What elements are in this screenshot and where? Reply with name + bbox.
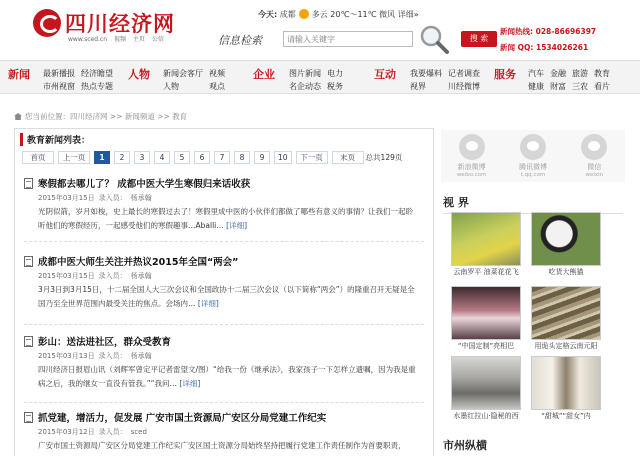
photo-caption[interactable]: “中国定制”亮相巴: [457, 342, 515, 350]
nav-link-auto[interactable]: 汽车: [528, 69, 544, 78]
breadcrumb-text[interactable]: 您当前位置：四川经济网 >> 新闻频道 >> 教育: [25, 112, 188, 121]
nav-link-opinion[interactable]: 观点: [209, 82, 225, 91]
page-next[interactable]: 下一页: [296, 151, 328, 164]
page-number[interactable]: 9: [254, 151, 270, 164]
nav-link-economy[interactable]: 经济瞻望: [81, 69, 113, 78]
article-author: 杨承翰: [130, 272, 152, 280]
nav-link-parlour[interactable]: 新闻会客厅: [163, 69, 203, 78]
detail-link[interactable]: [详细]: [179, 379, 201, 388]
logo-url[interactable]: www.sced.cn: [68, 36, 108, 43]
article-title[interactable]: 寒假都去哪儿了？ 成都中医大学生寒假归来话收获: [38, 179, 251, 190]
wechat-icon: [581, 134, 607, 160]
author-label: 录入员：: [98, 194, 127, 202]
social-url: weixin: [585, 172, 604, 178]
weather-wind: 微风: [379, 10, 396, 19]
article-title[interactable]: 抓党建，增活力，促发展 广安市国土资源局广安区分局党建工作纪实: [38, 413, 327, 424]
social-label: 新浪微博: [457, 163, 486, 171]
site-logo[interactable]: 四川经济网: [65, 11, 175, 36]
social-label: 微信: [587, 163, 602, 171]
weather-today-label: 今天:: [258, 10, 278, 19]
social-label: 腾讯微博: [518, 163, 547, 171]
social-tencent[interactable]: [508, 134, 558, 182]
page-number[interactable]: 1: [94, 151, 110, 164]
author-label: 录入员：: [98, 272, 127, 280]
photo-thumb[interactable]: [451, 356, 521, 421]
summary-text: 四川经济日报眉山讯（刘辉军曾定平记者雷望文/图）“给我一份《继承法》，我家孩子一下怎样立遗嘱，因为我是重病之后，我的继女一直没有管我。”“我问…: [38, 365, 416, 388]
weibo-icon: [459, 134, 485, 160]
page-number[interactable]: 10: [274, 151, 292, 164]
article-title[interactable]: 成都中医大师生关注并热议2015年全国“两会”: [38, 257, 239, 268]
nav-link-investigate[interactable]: 记者调查: [448, 69, 480, 78]
article-author: 杨承翰: [130, 352, 152, 360]
nav-head-people[interactable]: 人物: [128, 68, 150, 81]
nav-link-power[interactable]: 电力: [327, 69, 343, 78]
nav-link-city-window[interactable]: 市州视窗: [43, 82, 75, 91]
author-label: 录入员：: [98, 428, 127, 436]
divider: [24, 402, 424, 403]
summary-text: 广安市国土资源局广安区分局党建工作纪实广安区国土资源分局始终坚持把履行党建工作责任制作为首要职责，: [38, 441, 406, 450]
nav-link-weibo[interactable]: 川经微博: [448, 82, 480, 91]
article-summary: [38, 205, 418, 233]
page-number[interactable]: 3: [134, 151, 150, 164]
nav-link-health[interactable]: 健康: [528, 82, 544, 91]
nav-link-wealth[interactable]: 财富: [550, 82, 566, 91]
social-bar: [441, 130, 625, 182]
main-nav: [0, 60, 640, 94]
article-meta: [38, 427, 151, 437]
weather-condition: 多云: [311, 10, 328, 19]
photo-caption[interactable]: “甜城”“甜女”内: [541, 412, 591, 420]
photo-caption[interactable]: 水墨红拉山·隐秘的西: [453, 412, 519, 420]
qq-number: 1534026261: [536, 43, 589, 52]
page-number[interactable]: 7: [214, 151, 230, 164]
nav-link-company[interactable]: 名企动态: [289, 82, 321, 91]
document-icon: [24, 412, 33, 423]
article-date: 2015年03月15日: [38, 272, 95, 280]
nav-head-business[interactable]: 企业: [253, 68, 275, 81]
city-heading: 市州纵横: [443, 437, 623, 456]
summary-text: 3月3日到3月15日，十二届全国人大三次会议和全国政协十二届三次会议（以下简称“两会”）的隆重召开无疑是全国乃至全世界范围内最受关注的焦点。会场内…: [38, 285, 415, 308]
qq-label: 新闻 QQ:: [500, 43, 534, 52]
social-url: weibo.com: [456, 172, 487, 178]
photo-thumb[interactable]: [531, 286, 601, 351]
photo-caption[interactable]: 云南罗平 油菜花花飞: [453, 268, 519, 276]
photo-image[interactable]: [451, 356, 521, 410]
article-meta: [38, 271, 156, 281]
search-input[interactable]: [283, 31, 413, 47]
nav-head-service[interactable]: 服务: [494, 68, 516, 81]
photo-image[interactable]: [451, 212, 521, 266]
hotline-box: [500, 24, 596, 56]
photo-image[interactable]: [451, 286, 521, 340]
search-icon: [418, 23, 450, 55]
article-summary: [38, 363, 418, 391]
article-summary: [38, 283, 418, 311]
weather-temp: 20℃～11℃: [330, 10, 377, 19]
weather-widget: [258, 9, 419, 20]
article-author: sced: [130, 428, 147, 436]
photo-thumb[interactable]: [451, 286, 521, 351]
breadcrumb: [14, 111, 187, 122]
photo-image[interactable]: [531, 356, 601, 410]
nav-link-agri[interactable]: 三农: [572, 82, 588, 91]
document-icon: [24, 256, 33, 267]
logo-icon[interactable]: [33, 9, 61, 37]
nav-head-interact[interactable]: 互动: [374, 68, 396, 81]
article-meta: [38, 193, 156, 203]
search-button[interactable]: 搜 索: [461, 31, 497, 47]
photo-thumb[interactable]: [531, 212, 601, 277]
article-date: 2015年03月13日: [38, 352, 95, 360]
photo-image[interactable]: [531, 286, 601, 340]
nav-link-watch[interactable]: 看片: [594, 82, 610, 91]
page-number[interactable]: 8: [234, 151, 250, 164]
nav-link-vision[interactable]: 视界: [410, 82, 426, 91]
nav-link-travel[interactable]: 旅游: [572, 69, 588, 78]
nav-link-finance[interactable]: 金融: [550, 69, 566, 78]
detail-link[interactable]: [详细]: [197, 299, 219, 308]
page-first[interactable]: 首页: [22, 151, 54, 164]
photo-thumb[interactable]: [531, 356, 601, 421]
logo-link-public[interactable]: 公信: [151, 36, 164, 43]
cloudy-icon: [299, 9, 309, 19]
article-date: 2015年03月12日: [38, 428, 95, 436]
document-icon: [24, 178, 33, 189]
article-date: 2015年03月15日: [38, 194, 95, 202]
page-total: 总共129页: [365, 152, 403, 162]
list-title: 教育新闻列表：: [20, 133, 90, 146]
hotline-label: 新闻热线:: [500, 27, 533, 36]
weather-detail-link[interactable]: 详细»: [397, 10, 419, 19]
page-number[interactable]: 6: [194, 151, 210, 164]
nav-link-education[interactable]: 教育: [594, 69, 610, 78]
social-wechat[interactable]: [569, 134, 619, 182]
photo-image[interactable]: [531, 212, 601, 266]
nav-link-report[interactable]: 我要爆料: [410, 69, 442, 78]
hotline-number: 028-86696397: [535, 27, 597, 36]
pagination: [22, 150, 402, 164]
nav-link-tax[interactable]: 税务: [327, 82, 343, 91]
page-number[interactable]: 5: [174, 151, 190, 164]
social-weibo[interactable]: [447, 134, 497, 182]
nav-link-person[interactable]: 人物: [163, 82, 179, 91]
article-author: 杨承翰: [130, 194, 152, 202]
tencent-weibo-icon: [520, 134, 546, 160]
search-brand: 信息检索: [218, 34, 262, 47]
photo-thumb[interactable]: [451, 212, 521, 277]
social-url: t.qq.com: [520, 172, 546, 178]
logo-link-video[interactable]: 视频: [113, 36, 126, 43]
nav-link-latest[interactable]: 最新播报: [43, 69, 75, 78]
page-last[interactable]: 末页: [332, 151, 364, 164]
article-meta: [38, 351, 156, 361]
page-prev[interactable]: 上一页: [58, 151, 90, 164]
logo-link-home[interactable]: 主页: [132, 36, 145, 43]
logo-subline: [68, 34, 169, 43]
detail-link[interactable]: [详细]: [226, 221, 247, 230]
photo-caption[interactable]: 用诡头定格云南元阳: [534, 342, 598, 350]
vision-heading: 视 界: [443, 194, 623, 214]
summary-text: 光阴似箭，岁月如梭，史上最长的寒假过去了！寒假里成中医的小伙伴们都做了哪些有意义的事情？让我们一起聆听他们的寒假经历，一起感受他们的寒假趣事…Aballi…: [38, 207, 413, 230]
photo-caption[interactable]: 吃货大熊猫: [548, 268, 584, 276]
author-label: 录入员：: [98, 352, 127, 360]
nav-head-news[interactable]: 新闻: [8, 68, 30, 81]
article-summary: [38, 439, 418, 453]
page-number[interactable]: 4: [154, 151, 170, 164]
page-number[interactable]: 2: [114, 151, 130, 164]
article-title[interactable]: 彭山：送法进社区，群众受教育: [38, 337, 172, 348]
document-icon: [24, 336, 33, 347]
nav-link-photo-news[interactable]: 图片新闻: [289, 69, 321, 78]
weather-city: 成都: [279, 10, 296, 19]
divider: [24, 324, 424, 325]
home-icon: [14, 113, 22, 120]
nav-link-video[interactable]: 视频: [209, 69, 225, 78]
nav-link-topics[interactable]: 热点专题: [81, 82, 113, 91]
divider: [24, 241, 424, 242]
